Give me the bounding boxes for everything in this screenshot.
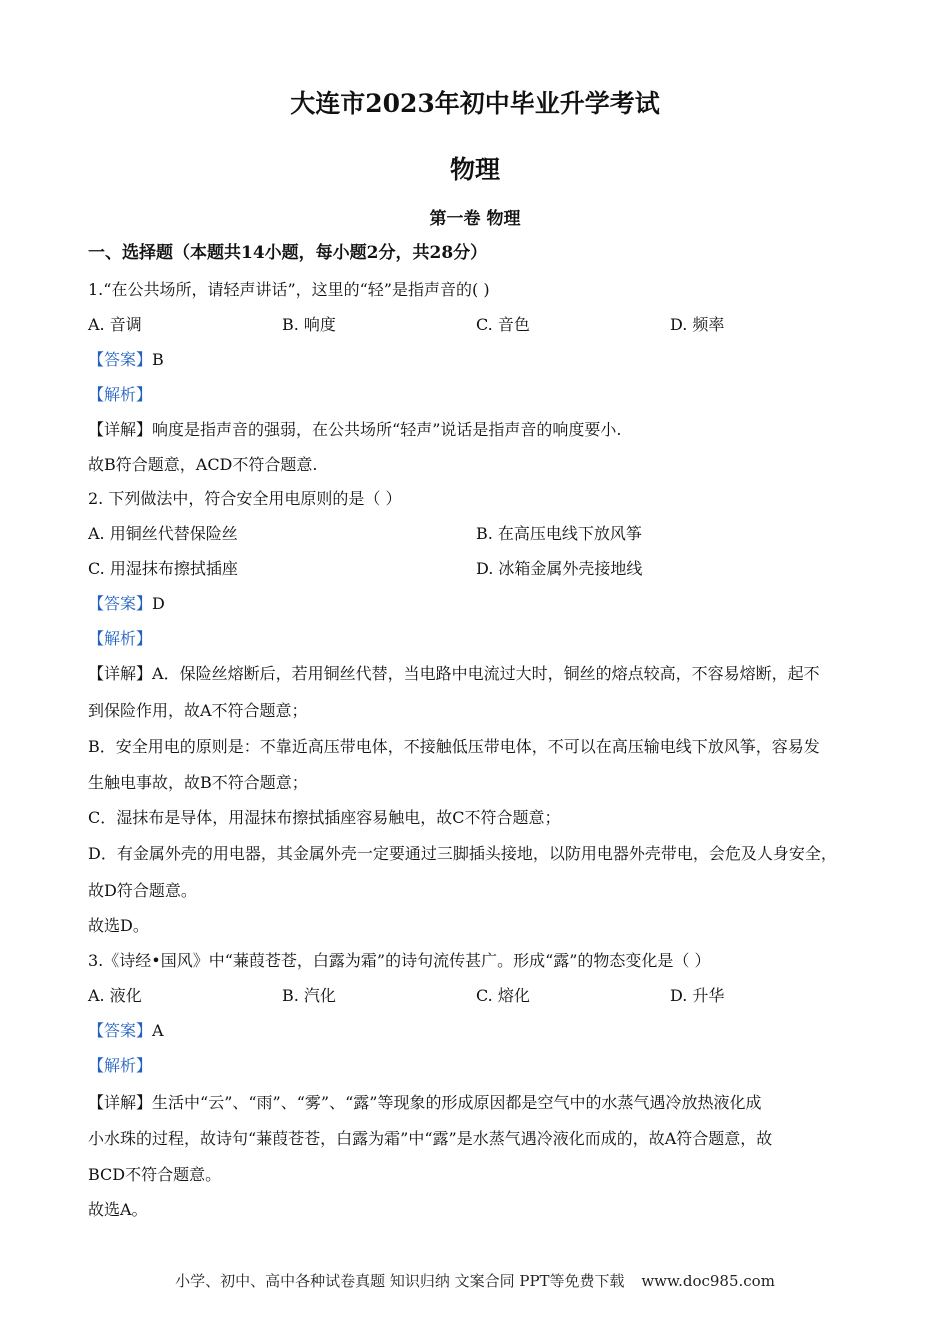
q1-detail: [88, 419, 621, 441]
q3-detail: [88, 1092, 761, 1114]
answer-tag: 【答案】: [88, 350, 153, 369]
q2-option-d: D. 冰箱金属外壳接地线: [476, 559, 643, 578]
q1-detail-line-1: 响度是指声音的强弱，在公共场所“轻声”说话是指声音的响度要小.: [152, 420, 622, 439]
q3-detail-line-1: 生活中“云”、“雨”、“雾”、“露”等现象的形成原因都是空气中的水蒸气遇冷放热液化成: [152, 1093, 762, 1112]
q3-option-c: C. 熔化: [476, 986, 530, 1005]
q2-detail-line-5: C．湿抹布是导体，用湿抹布擦拭插座容易触电，故C不符合题意；: [88, 808, 561, 827]
q2-detail-line-1: A．保险丝熔断后，若用铜丝代替，当电路中电流过大时，铜丝的熔点较高，不容易熔断，起不: [152, 664, 820, 683]
q2-answer-value: D: [152, 594, 165, 613]
q2-detail-line-4: 生触电事故，故B不符合题意；: [88, 773, 308, 792]
detail-tag: 【详解】: [88, 1093, 153, 1112]
q3-detail-line-2: 小水珠的过程，故诗句“蒹葭苍苍，白露为霜”中“露”是水蒸气遇冷液化而成的，故A符合题意，故: [88, 1129, 773, 1148]
detail-tag: 【详解】: [88, 664, 153, 683]
q1-option-b: B. 响度: [282, 315, 336, 334]
q1-option-c: C. 音色: [476, 315, 530, 334]
q2-detail-line-6: D．有金属外壳的用电器，其金属外壳一定要通过三脚插头接地，以防用电器外壳带电，会危及人身安全，: [88, 844, 837, 863]
q3-analysis-tag: 【解析】: [88, 1056, 153, 1075]
q3-option-b: B. 汽化: [282, 986, 336, 1005]
q2-option-a: A. 用铜丝代替保险丝: [88, 524, 238, 543]
q3-option-a: A. 液化: [88, 986, 142, 1005]
footer-text: 小学、初中、高中各种试卷真题 知识归纳 文案合同 PPT等免费下载: [175, 1272, 625, 1290]
section-heading: 一、选择题（本题共14小题，每小题2分，共28分）: [88, 243, 488, 263]
q3-stem: 3.《诗经•国风》中“蒹葭苍苍，白露为霜”的诗句流传甚广。形成“露”的物态变化是（ ）: [88, 951, 711, 970]
footer-link[interactable]: www.doc985.com: [641, 1272, 775, 1290]
q2-detail-line-7: 故D符合题意。: [88, 881, 197, 900]
q2-analysis-tag: 【解析】: [88, 629, 153, 648]
subject-title: 物理: [449, 155, 500, 184]
answer-tag: 【答案】: [88, 594, 153, 613]
q3-answer: [88, 1020, 164, 1042]
q1-option-a: A. 音调: [88, 315, 142, 334]
q3-detail-line-3: BCD不符合题意。: [88, 1165, 222, 1184]
detail-tag: 【详解】: [88, 420, 153, 439]
exam-title: 大连市2023年初中毕业升学考试: [290, 89, 660, 118]
answer-tag: 【答案】: [88, 1021, 153, 1040]
q1-answer: [88, 349, 164, 371]
page-footer: [0, 1270, 950, 1291]
q2-detail-line-2: 到保险作用，故A不符合题意；: [88, 701, 308, 720]
q3-answer-value: A: [152, 1021, 164, 1040]
q2-answer: [88, 593, 165, 615]
q1-answer-value: B: [152, 350, 164, 369]
q3-conclusion: 故选A。: [88, 1200, 148, 1219]
q2-option-b: B. 在高压电线下放风筝: [476, 524, 642, 543]
q2-detail-line-3: B．安全用电的原则是：不靠近高压带电体，不接触低压带电体，不可以在高压输电线下放风筝，容易发: [88, 737, 820, 756]
q1-analysis-tag: 【解析】: [88, 385, 153, 404]
q2-conclusion: 故选D。: [88, 916, 149, 935]
q1-detail-line-2: 故B符合题意，ACD不符合题意.: [88, 455, 318, 474]
q1-stem: 1.“在公共场所，请轻声讲话”，这里的“轻”是指声音的( ): [88, 280, 490, 299]
q1-option-d: D. 频率: [670, 315, 725, 334]
volume-title: 第一卷 物理: [429, 209, 521, 229]
q2-detail: [88, 663, 820, 685]
q3-option-d: D. 升华: [670, 986, 725, 1005]
q2-stem: 2. 下列做法中，符合安全用电原则的是（ ）: [88, 489, 402, 508]
q2-option-c: C. 用湿抹布擦拭插座: [88, 559, 238, 578]
